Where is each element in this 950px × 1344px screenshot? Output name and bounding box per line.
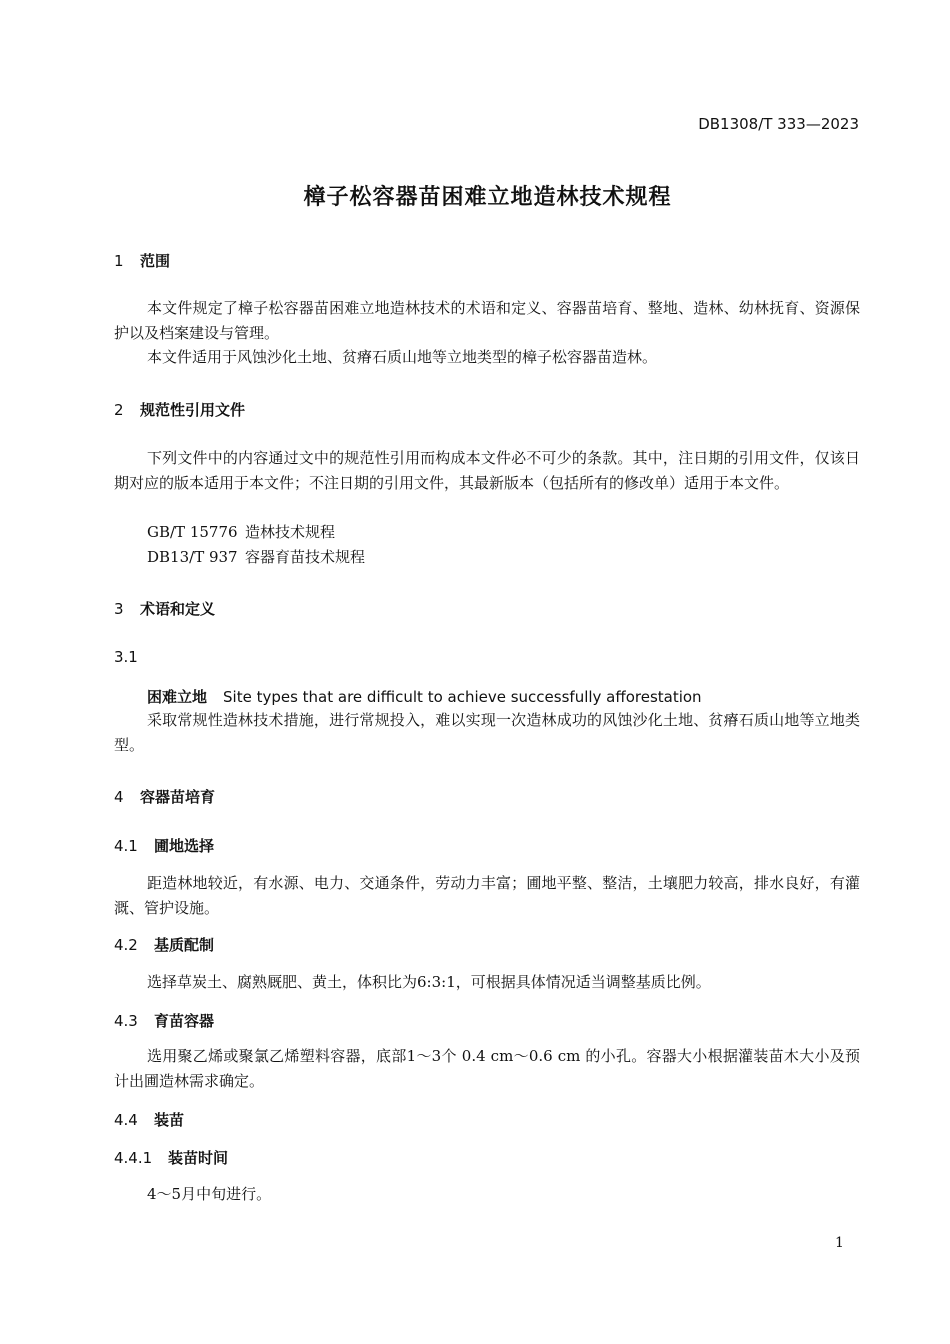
section-number: 4.2 — [114, 936, 138, 954]
paragraph: 选择草炭土、腐熟厩肥、黄土，体积比为6:3:1，可根据具体情况适当调整基质比例。 — [147, 973, 711, 991]
subsection-heading-filling-time — [114, 1147, 228, 1168]
reference-code: GB/T 15776 — [147, 523, 238, 541]
section-title: 基质配制 — [154, 936, 215, 954]
section-title: 圃地选择 — [154, 837, 215, 855]
reference-item — [147, 546, 365, 567]
section-title: 育苗容器 — [154, 1012, 215, 1030]
paragraph: 选用聚乙烯或聚氯乙烯塑料容器，底部1～3个 0.4 cm～0.6 cm 的小孔。容器大小根据灌装苗木大小及预计出圃造林需求确定。 — [114, 1047, 860, 1090]
section-number: 3 — [114, 600, 124, 618]
reference-code: DB13/T 937 — [147, 548, 238, 566]
document-number: DB1308/T 333—2023 — [698, 115, 859, 133]
term-number: 3.1 — [114, 648, 138, 666]
section-title: 术语和定义 — [140, 600, 216, 618]
subsection-heading-containers — [114, 1010, 214, 1031]
section-title: 装苗 — [154, 1111, 185, 1129]
term-chinese: 困难立地 — [147, 688, 208, 706]
page-title: 樟子松容器苗困难立地造林技术规程 — [303, 185, 672, 210]
term-entry — [147, 686, 702, 707]
reference-title: 造林技术规程 — [245, 523, 336, 541]
subsection-heading-filling — [114, 1109, 184, 1130]
section-number: 4.1 — [114, 837, 138, 855]
reference-title: 容器育苗技术规程 — [245, 548, 366, 566]
section-heading-container-seedlings — [114, 786, 215, 807]
section-number: 4 — [114, 788, 124, 806]
term-definition: 采取常规性造林技术措施，进行常规投入，难以实现一次造林成功的风蚀沙化土地、贫瘠石质山地等立地类型。 — [114, 711, 860, 754]
section-title: 装苗时间 — [168, 1149, 229, 1167]
section-heading-scope — [114, 250, 170, 271]
section-number: 4.4 — [114, 1111, 138, 1129]
section-heading-normative-references — [114, 399, 245, 420]
page-number: 1 — [835, 1235, 844, 1251]
term-english: Site types that are difficult to achieve successfully afforestation — [223, 688, 702, 706]
paragraph: 本文件规定了樟子松容器苗困难立地造林技术的术语和定义、容器苗培育、整地、造林、幼林抚育、资源保护以及档案建设与管理。 — [114, 299, 860, 342]
section-title: 容器苗培育 — [140, 788, 216, 806]
section-number: 1 — [114, 252, 124, 270]
paragraph: 距造林地较近，有水源、电力、交通条件，劳动力丰富；圃地平整、整洁，土壤肥力较高，排水良好，有灌溉、管护设施。 — [114, 874, 860, 917]
paragraph: 4～5月中旬进行。 — [147, 1185, 272, 1203]
section-title: 范围 — [140, 252, 171, 270]
paragraph: 下列文件中的内容通过文中的规范性引用而构成本文件必不可少的条款。其中，注日期的引用文件，仅该日期对应的版本适用于本文件；不注日期的引用文件，其最新版本（包括所有的修改单）适用于本文件。 — [114, 449, 860, 492]
section-title: 规范性引用文件 — [140, 401, 246, 419]
section-number: 4.3 — [114, 1012, 138, 1030]
section-heading-terms — [114, 598, 215, 619]
section-number: 4.4.1 — [114, 1149, 153, 1167]
paragraph: 本文件适用于风蚀沙化土地、贫瘠石质山地等立地类型的樟子松容器苗造林。 — [147, 348, 658, 366]
subsection-heading-nursery-site — [114, 835, 214, 856]
reference-item — [147, 521, 335, 542]
subsection-heading-substrate — [114, 934, 214, 955]
section-number: 2 — [114, 401, 124, 419]
